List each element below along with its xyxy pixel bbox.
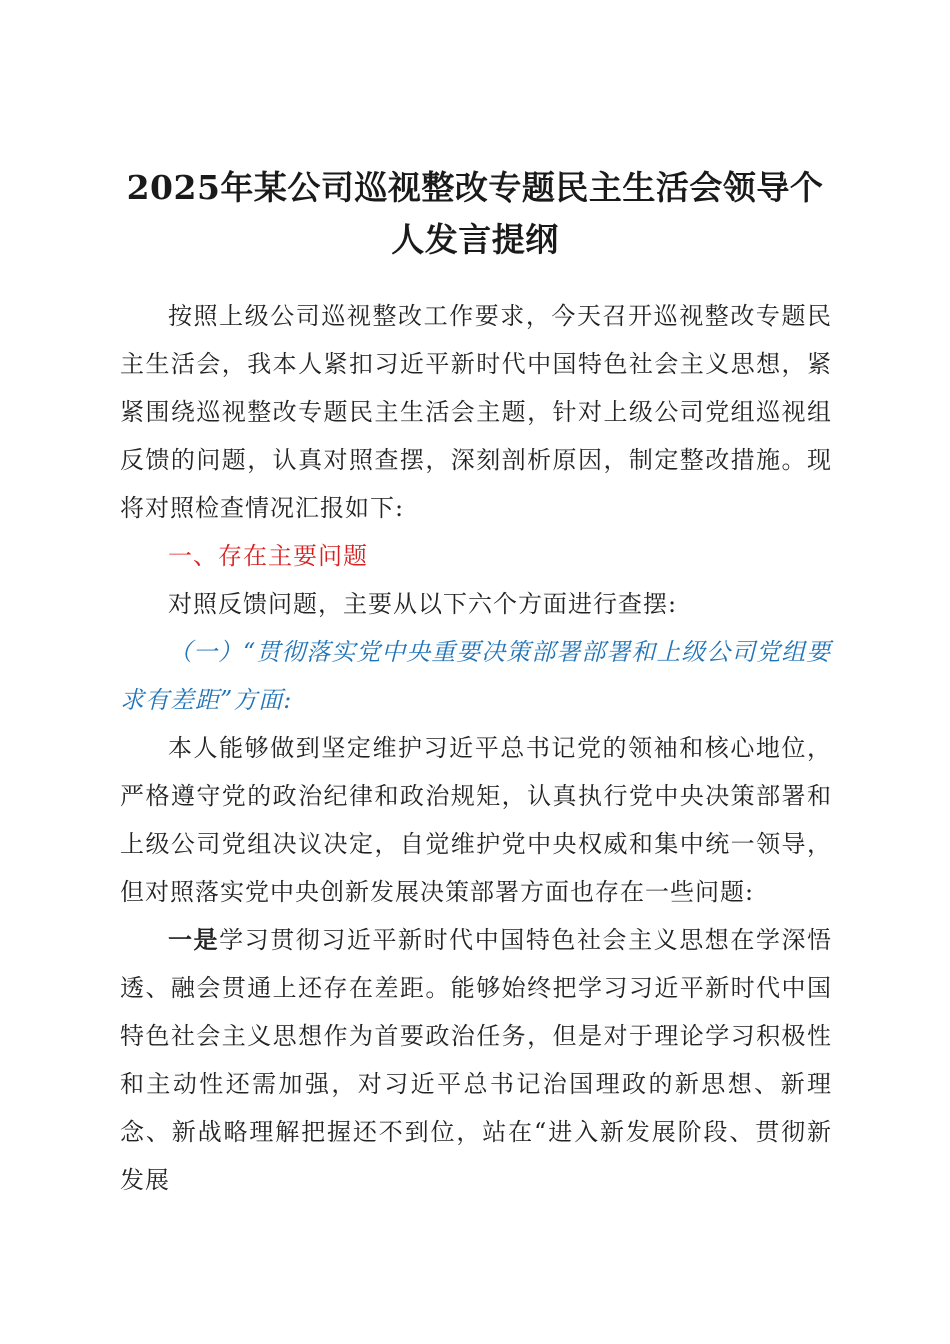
document-body [120,292,832,1204]
point-paragraph-1 [120,916,832,1204]
subsection-paragraph-1: 本人能够做到坚定维护习近平总书记党的领袖和核心地位，严格遵守党的政治纪律和政治规矩，认真执行党中央决策部署和上级公司党组决议决定，自觉维护党中央权威和集中统一领导，但对照落实党中央创新发展决策部署方面也存在一些问题: [120,734,832,906]
point-text: 学习贯彻习近平新时代中国特色社会主义思想在学深悟透、融会贯通上还存在差距。能够始终把学习习近平新时代中国特色社会主义思想作为首要政治任务，但是对于理论学习积极性和主动性还需加强，对习近平总书记治国理政的新思想、新理念、新战略理解把握还不到位，站在“进入新发展阶段、贯彻新发展 [120,926,833,1194]
section-lead-paragraph: 对照反馈问题，主要从以下六个方面进行查摆: [168,590,678,618]
section-heading-problems: 一、存在主要问题 [168,542,368,570]
intro-paragraph: 按照上级公司巡视整改工作要求，今天召开巡视整改专题民主生活会，我本人紧扣习近平新时代中国特色社会主义思想，紧紧围绕巡视整改专题民主生活会主题，针对上级公司党组巡视组反馈的问题，认真对照查摆，深刻剖析原因，制定整改措施。现将对照检查情况汇报如下: [120,302,832,522]
document-title: 2025年某公司巡视整改专题民主生活会领导个人发言提纲 [126,168,824,259]
point-lead-label: 一是 [168,926,220,954]
subsection-heading-1: （一）“贯彻落实党中央重要决策部署部署和上级公司党组要求有差距”方面: [120,638,832,714]
